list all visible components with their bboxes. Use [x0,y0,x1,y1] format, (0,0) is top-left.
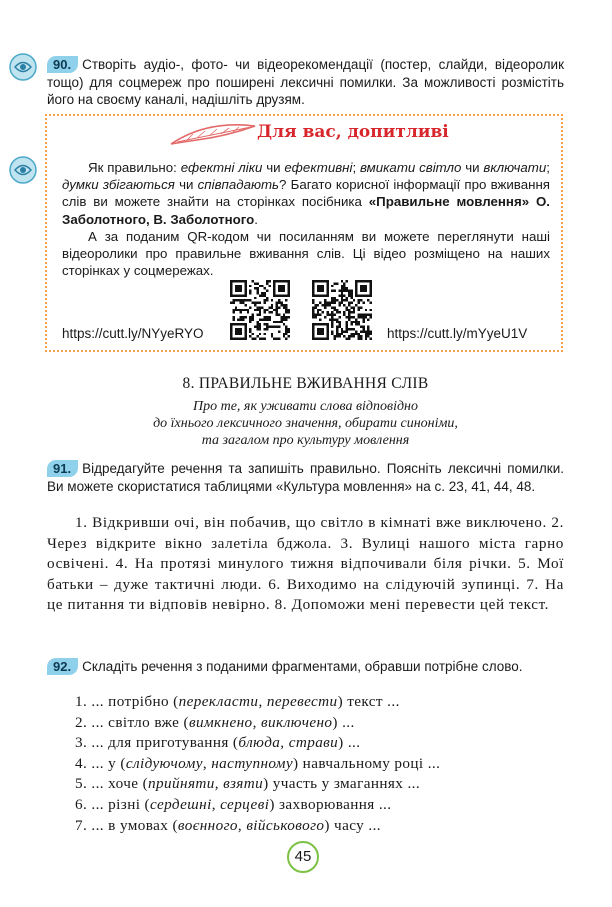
section-title: 8. ПРАВИЛЬНЕ ВЖИВАННЯ СЛІВ [182,375,429,392]
feather-icon [167,118,259,150]
exercise-91 [47,460,564,495]
list-item: 5. ... хоче (прийняти, взяти) участь у змаганнях ... [75,775,421,793]
video-link[interactable]: https://cutt.ly/NYyeRYO [62,326,204,341]
box-paragraph-2: А за поданим QR-кодом чи посиланням ви можете переглянути наші відеоролики про правильне вживання слів. Ці відео розміщено на наших сторінках у соцмережах. [62,228,550,279]
exercise-number: 90. [47,56,78,73]
section-subtitle: Про те, як уживати слова відповідно до їхнього лексичного значення, обирати синоніми, та загалом про культуру мовлення [153,399,458,448]
curious-box [45,114,563,352]
page-number: 45 [287,841,319,873]
exercise-number: 92. [47,658,78,675]
exercise-text: Складіть речення з поданими фрагментами, обравши потрібне слово. [82,659,523,674]
list-item: 4. ... у (слідуючому, наступному) навчальному році ... [75,754,441,772]
qr-code[interactable] [230,280,290,340]
exercise-90 [47,56,564,109]
exercise-91-sentences: 1. Відкривши очі, він побачив, що світло в кімнаті вже виключено. 2. Через відкрите вікно залетіла бджола. 3. Вулиці нашого міста гарно освічені. 4. На протязі минулого тижня відпочивали біля річки. 5. Мої батьки – дуже тактичні люди. 6. Виходимо на слідуючій зупинці. 7. На це питання ти відповів невірно. 8. Допоможи мені перевести цей текст. [47,514,564,614]
exercise-text: Відредагуйте речення та запишіть правильно. Поясніть лексичні помилки. Ви можете скористатися таблицями «Культура мовлення» на с. 23, 41, 44, 48. [47,461,564,494]
exercise-number: 91. [47,460,78,477]
qr-code[interactable] [312,280,372,340]
box-title: Для вас, допитливі [257,122,449,142]
list-item: 3. ... для приготування (блюда, страви) ... [75,734,361,752]
list-item: 7. ... в умовах (воєнного, військового) часу ... [75,816,381,834]
exercise-92-list [75,692,440,836]
video-link[interactable]: https://cutt.ly/mYyeU1V [387,326,528,341]
list-item: 6. ... різні (сердешні, серцеві) захворювання ... [75,795,392,813]
media-icon [8,52,38,82]
media-icon [8,155,38,185]
exercise-text: Створіть аудіо-, фото- чи відеорекомендації (постер, слайди, відеоролик тощо) для соцмереж про поширені лексичні помилки. За можливості розмістіть його на своєму каналі, надішліть друзям. [47,57,564,107]
exercise-92 [47,658,564,676]
list-item: 2. ... світло вже (вимкнено, виключено) ... [75,713,355,731]
box-text [62,159,550,279]
list-item: 1. ... потрібно (перекласти, перевести) текст ... [75,693,400,710]
box-paragraph-1: Як правильно: ефектні ліки чи ефективні; вмикати світло чи включати; думки збігаються чи співпадають? Багато корисної інформації про вживання слів ви можете знайти на сторінках посібника «Правильне мовлення» О. Заболотного, В. Заболотного. [62,160,551,227]
